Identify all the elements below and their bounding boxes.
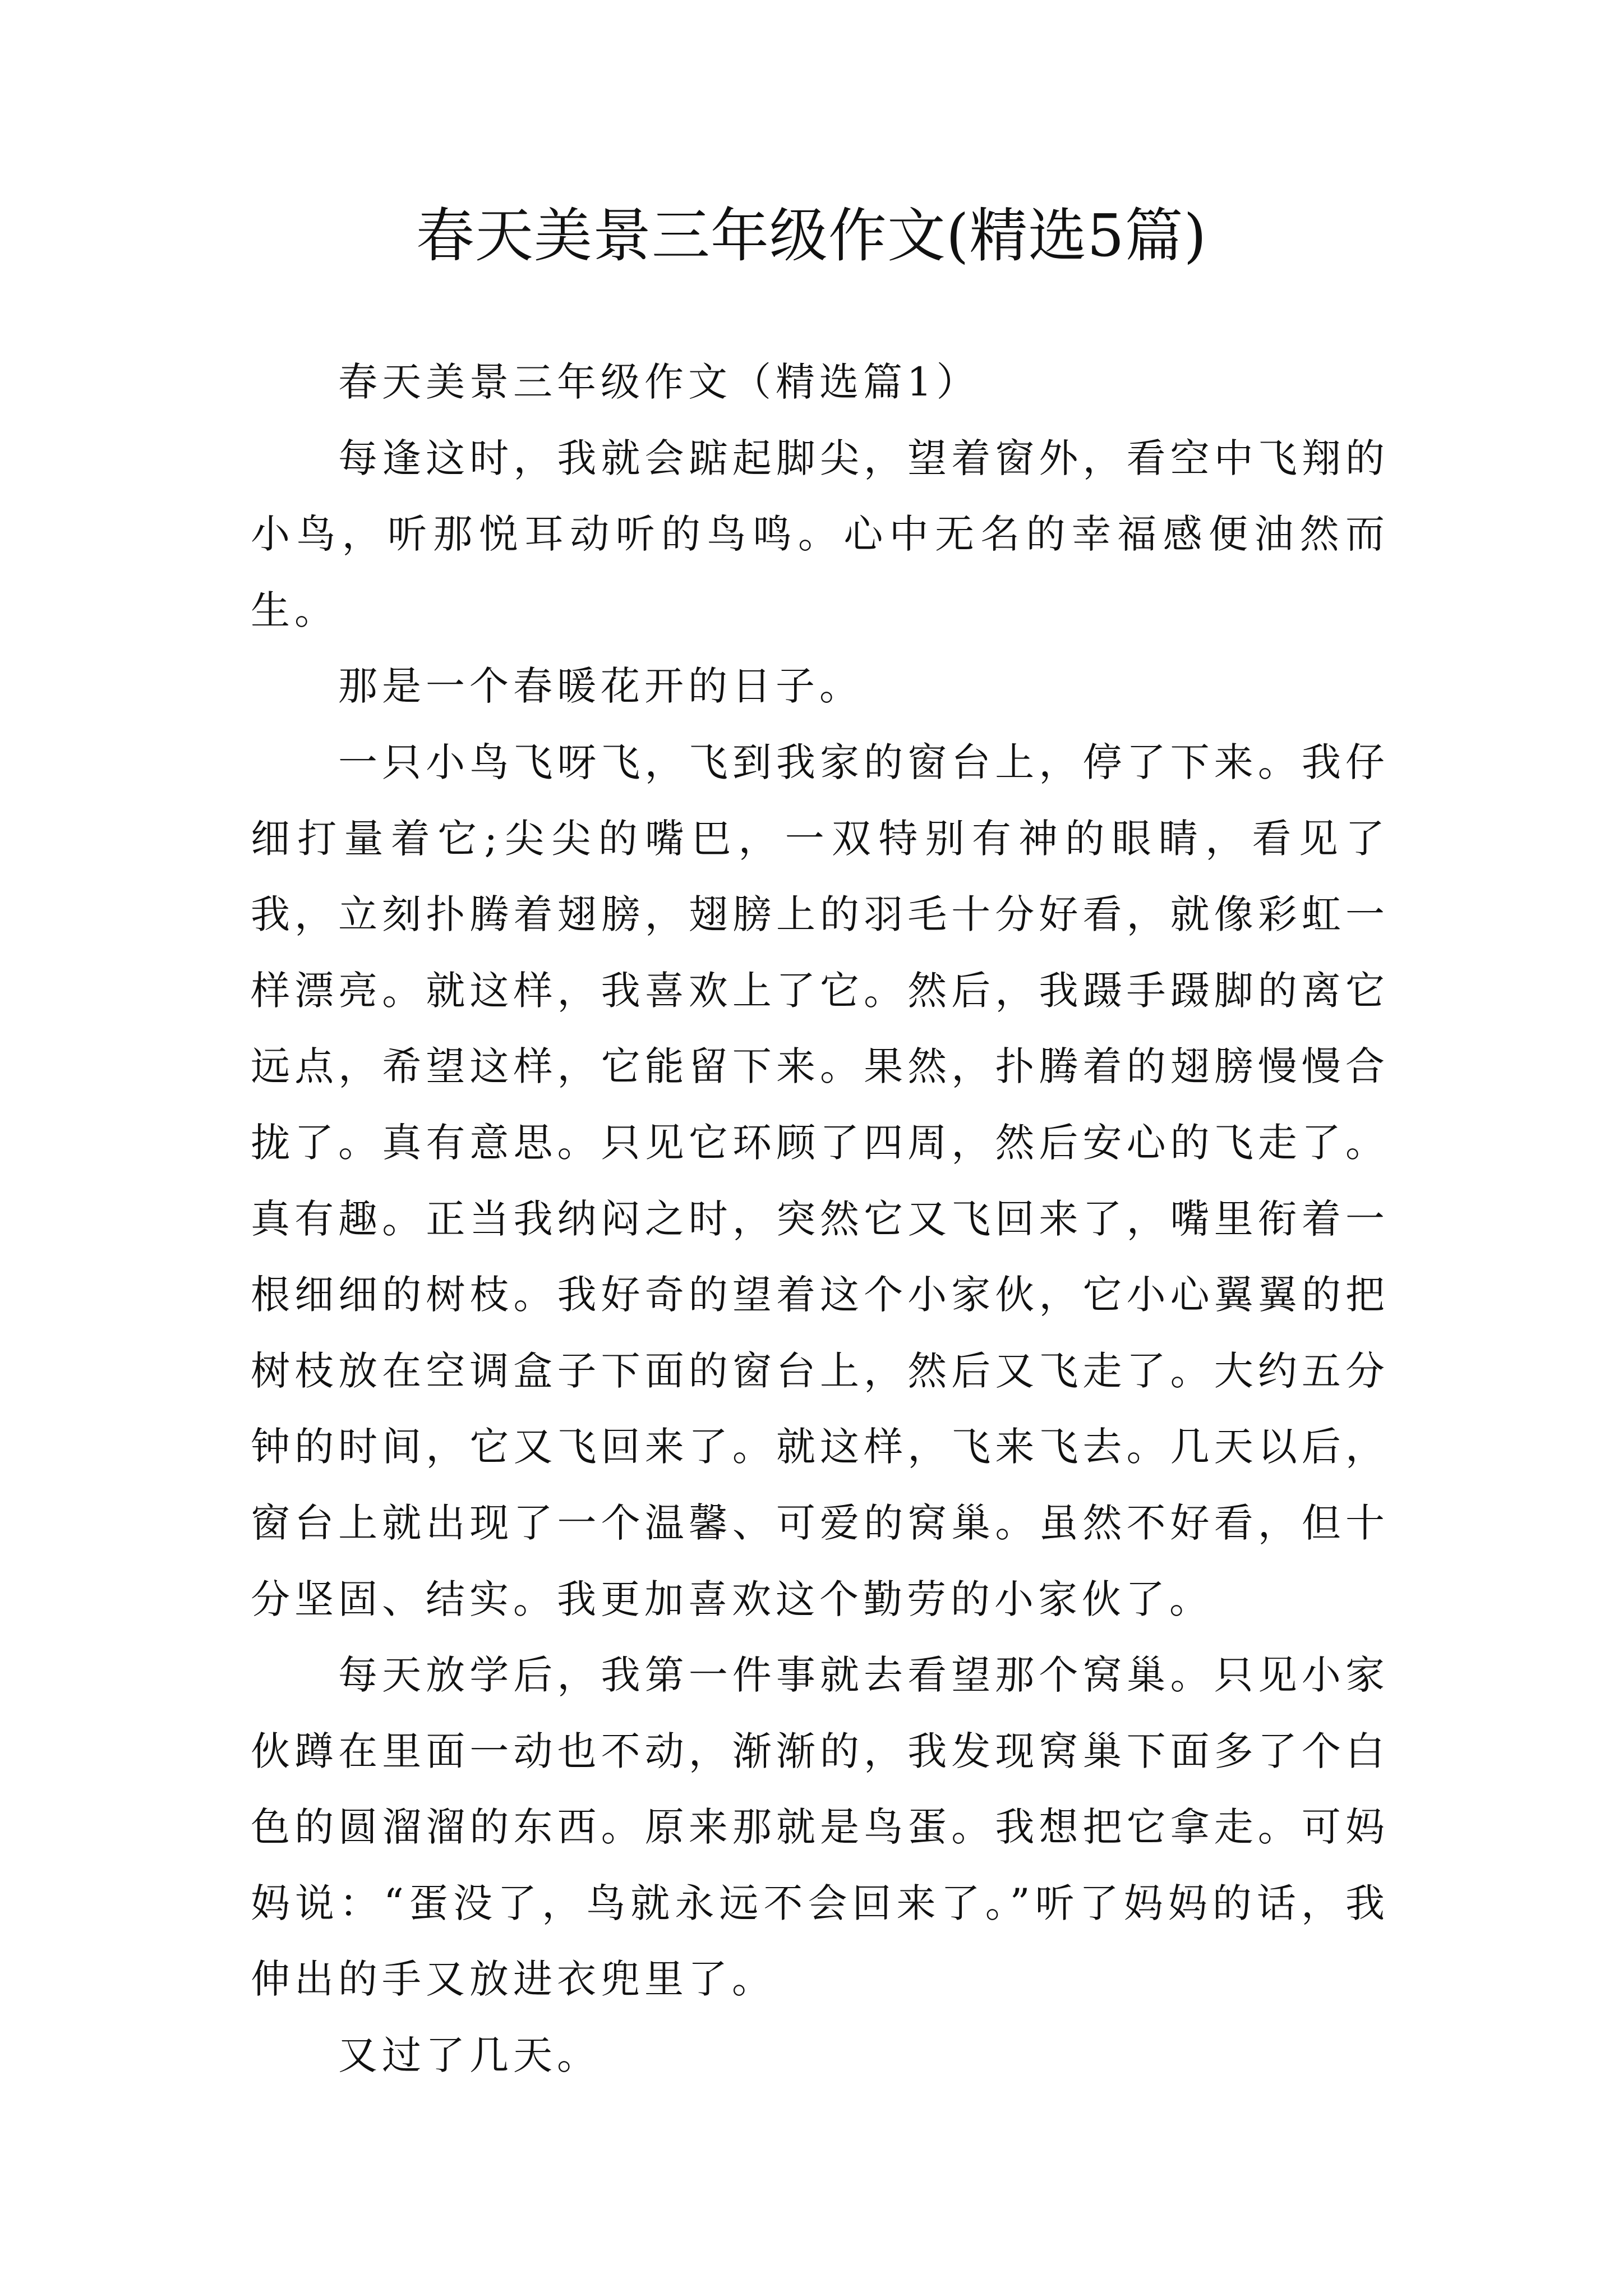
paragraph: 每天放学后，我第一件事就去看望那个窝巢。只见小家伙蹲在里面一动也不动，渐渐的，我发现窝巢下面多了个白色的圆溜溜的东西。原来那就是鸟蛋。我想把它拿走。可妈妈说：“蛋没了，鸟就永远不会回来了。”听了妈妈的话，我伸出的手又放进衣兜里了。 <box>251 1652 1389 2003</box>
paragraph: 每逢这时，我就会踮起脚尖，望着窗外，看空中飞翔的小鸟，听那悦耳动听的鸟鸣。心中无名的幸福感便油然而生。 <box>251 435 1389 633</box>
document-body <box>251 344 1389 2094</box>
document-title: 春天美景三年级作文(精选5篇) <box>416 201 1207 270</box>
paragraph: 那是一个春暖花开的日子。 <box>338 663 863 710</box>
section-heading: 春天美景三年级作文（精选篇1） <box>338 359 980 405</box>
paragraph: 一只小鸟飞呀飞，飞到我家的窗台上，停了下来。我仔细打量着它;尖尖的嘴巴，一双特别有神的眼睛，看见了我，立刻扑腾着翅膀，翅膀上的羽毛十分好看，就像彩虹一样漂亮。就这样，我喜欢上了它。然后，我蹑手蹑脚的离它远点，希望这样，它能留下来。果然，扑腾着的翅膀慢慢合拢了。真有意思。只见它环顾了四周，然后安心的飞走了。真有趣。正当我纳闷之时，突然它又飞回来了，嘴里衔着一根细细的树枝。我好奇的望着这个小家伙，它小心翼翼的把树枝放在空调盒子下面的窗台上，然后又飞走了。大约五分钟的时间，它又飞回来了。就这样，飞来飞去。几天以后，窗台上就出现了一个温馨、可爱的窝巢。虽然不好看，但十分坚固、结实。我更加喜欢这个勤劳的小家伙了。 <box>251 739 1389 1622</box>
paragraph: 又过了几天。 <box>338 2032 601 2079</box>
